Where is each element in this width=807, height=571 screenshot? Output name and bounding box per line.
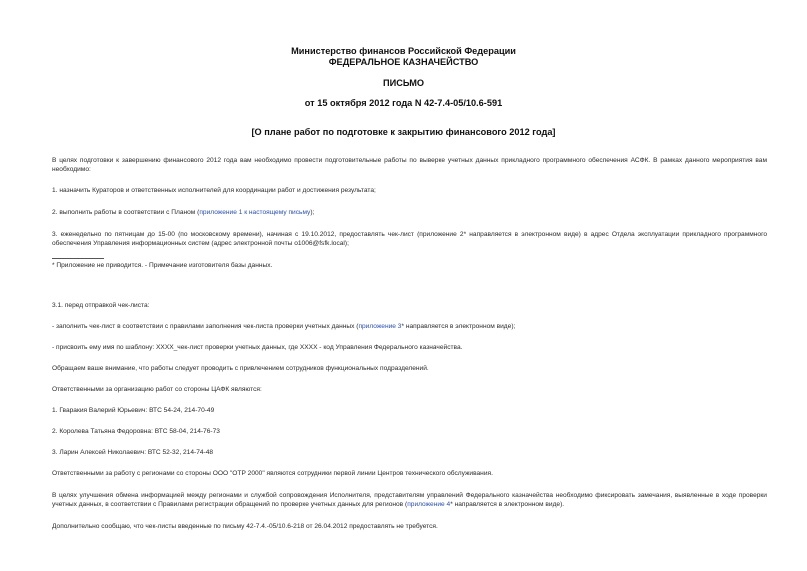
agency-title: ФЕДЕРАЛЬНОЕ КАЗНАЧЕЙСТВО bbox=[328, 57, 479, 67]
responsible-person-3: 3. Ларин Алексей Николаевич: ВТС 52-32, 214-74-48 bbox=[52, 449, 214, 456]
responsible-person-2: 2. Королева Татьяна Федоровна: ВТС 58-04, 214-76-73 bbox=[52, 428, 220, 435]
document-type: ПИСЬМО bbox=[382, 78, 425, 88]
document-subject: [О плане работ по подготовке к закрытию финансового 2012 года] bbox=[251, 127, 556, 137]
appendix-4-link[interactable]: приложение 4 bbox=[407, 501, 451, 508]
ministry-title: Министерство финансов Российской Федерации bbox=[291, 46, 516, 56]
item-3-1: 3.1. перед отправкой чек-листа: bbox=[52, 302, 150, 309]
improvement-paragraph: В целях улучшения обмена информацией между регионами и службой сопровождения Исполнителя, представителям управлений Федерального казначейства необходимо фиксировать замечания, выявленные в ходе проверки учетных данных, в соответствии с Правилами регистрации обращений по проверке учетных данных для регионов (приложение 4* направляется в электронном виде). bbox=[52, 492, 767, 508]
item-1: 1. назначить Кураторов и ответственных исполнителей для координации работ и достижения результата; bbox=[52, 187, 376, 194]
naming-rule: - присвоить ему имя по шаблону: XXXX_чек-лист проверки учетных данных, где XXXX - код Управления Федерального казначейства. bbox=[52, 344, 463, 351]
footnote: * Приложение не приводится. - Примечание изготовителя базы данных. bbox=[52, 262, 273, 269]
item-3: 3. еженедельно по пятницам до 15-00 (по московскому времени), начиная с 19.10.2012, предоставлять чек-лист (приложение 2* направляется в электронном виде) в адрес Отдела эксплуатации прикладного программного обеспечения Управления информационных систем (адрес электронной почты o1006@fsfk.local); bbox=[52, 231, 767, 247]
intro-paragraph: В целях подготовки к завершению финансового 2012 года вам необходимо провести подготовительные работы по выверке учетных данных прикладного программного обеспечения АСФК. В рамках данного мероприятия вам необходимо: bbox=[52, 157, 767, 173]
item-2: 2. выполнить работы в соответствии с Планом (приложение 1 к настоящему письму); bbox=[52, 209, 315, 216]
appendix-1-link[interactable]: приложение 1 к настоящему письму bbox=[199, 209, 311, 216]
responsible-header: Ответственными за организацию работ со стороны ЦАФК являются: bbox=[52, 386, 262, 393]
regions-paragraph: Ответственными за работу с регионами со стороны ООО "ОТР 2000" являются сотрудники первой линии Центров технического обслуживания. bbox=[52, 470, 493, 477]
attention-note: Обращаем ваше внимание, что работы следует проводить с привлечением сотрудников функциональных подразделений. bbox=[52, 365, 429, 372]
appendix-3-link[interactable]: приложение 3 bbox=[358, 323, 402, 330]
final-paragraph: Дополнительно сообщаю, что чек-листы введенные по письму 42-7.4.-05/10.6-218 от 26.04.2012 предоставлять не требуется. bbox=[52, 523, 438, 530]
fill-checklist-rule: - заполнить чек-лист в соответствии с правилами заполнения чек-листа проверки учетных данных (приложение 3* направляется в электронном виде); bbox=[52, 323, 516, 330]
responsible-person-1: 1. Гваракия Валерий Юрьевич: ВТС 54-24, 214-70-49 bbox=[52, 407, 215, 414]
document-date-number: от 15 октября 2012 года N 42-7.4-05/10.6-591 bbox=[304, 98, 503, 108]
footnote-divider bbox=[52, 258, 104, 259]
